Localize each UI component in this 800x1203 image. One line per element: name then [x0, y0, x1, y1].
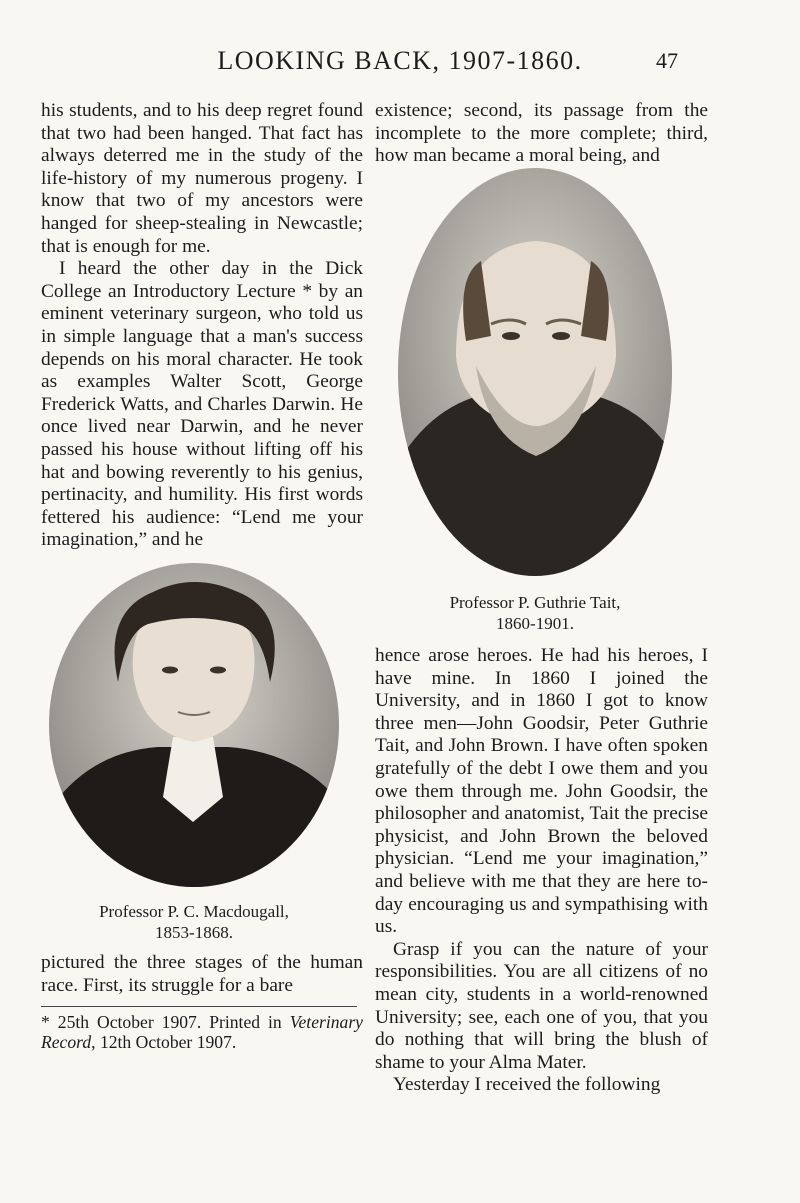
page-number: 47: [656, 48, 678, 73]
caption-macdougall-years: 1853-1868.: [155, 923, 233, 942]
portrait-tait-image: [396, 166, 674, 578]
footnote-rest: , 12th October 1907.: [91, 1032, 237, 1052]
right-column-top: [375, 100, 708, 168]
running-header: [0, 46, 800, 86]
left-column-bottom: [41, 952, 363, 997]
right-paragraph-1: existence; second, its passage from the incomplete to the more complete; third, how man became a moral being, and: [375, 100, 708, 167]
footnote-divider: [41, 1006, 357, 1007]
right-paragraph-3: Grasp if you can the nature of your responsibilities. You are all citizens of no mean city, students in a world-renowned University; see, each one of you, that you do nothing that will bring the blush of shame to your Alma Mater.: [375, 938, 708, 1073]
left-paragraph-2: I heard the other day in the Dick College an Introductory Lecture * by an eminent veterinary surgeon, who told us in simple language that a man's success depends on his moral character. He took as examples Walter Scott, George Frederick Watts, and Charles Darwin. He once lived near Darwin, and he never passed his house without lifting off his hat and bowing reverently to his genius, pertinacity, and humility. His first words fettered his audience: “Lend me your imagination,” and he: [41, 258, 363, 551]
footnote-journal: Veterinary Record: [41, 1012, 363, 1052]
right-column-bottom: [375, 645, 708, 1097]
caption-tait-name: Professor P. Guthrie Tait,: [449, 593, 621, 612]
left-paragraph-1: his students, and to his deep regret found that two had been hanged. That fact has always deterred me in the study of the life-history of my numerous progeny. I know that two of my ancestors were hanged for sheep-stealing in Newcastle; that is enough for me.: [41, 100, 363, 257]
left-column-top: [41, 100, 363, 552]
caption-tait-years: 1860-1901.: [496, 614, 574, 633]
portrait-macdougall-image: [48, 562, 340, 888]
running-title: LOOKING BACK, 1907-1860.: [217, 46, 583, 75]
footnote: [41, 1012, 363, 1052]
right-paragraph-4: Yesterday I received the following: [393, 1074, 661, 1096]
portrait-macdougall: [48, 562, 340, 888]
caption-macdougall: [48, 901, 340, 943]
right-paragraph-2: hence arose heroes. He had his heroes, I have mine. In 1860 I joined the University, and in 1860 I got to know three men—John Goodsir, Peter Guthrie Tait, and John Brown. I have often spoken gratefully of the debt I owe them and you owe them through me. John Goodsir, the philosopher and anatomist, Tait the precise physicist, and John Brown the beloved physician. “Lend me your imagination,” and believe with me that they are here to-day encouraging us and sympathising with us.: [375, 645, 708, 938]
caption-tait: [396, 592, 674, 634]
footnote-date: * 25th October 1907. Printed in: [41, 1012, 290, 1032]
portrait-tait: [396, 166, 674, 578]
left-paragraph-3: pictured the three stages of the human race. First, its struggle for a bare: [41, 952, 363, 996]
caption-macdougall-name: Professor P. C. Macdougall,: [99, 902, 289, 921]
